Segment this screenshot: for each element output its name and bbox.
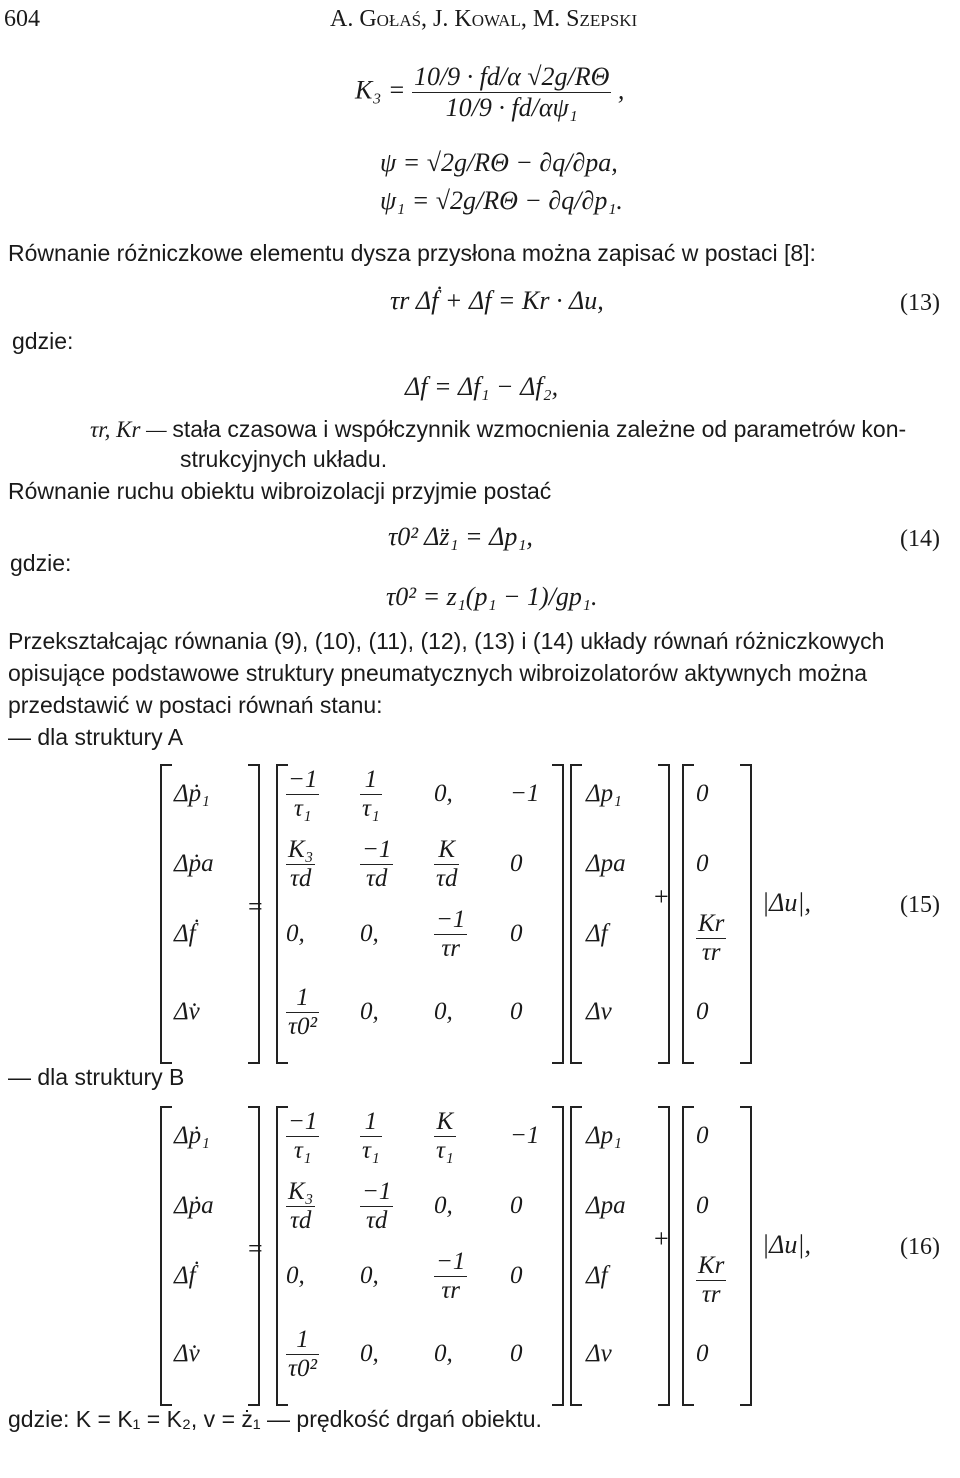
- paragraph-state-equations-line-1: Przekształcając równania (9), (10), (11), (12), (13) i (14) układy równań różniczkowych: [8, 628, 885, 654]
- state-entry: Δf: [586, 1262, 608, 1289]
- matB-input-vector-right-bracket: [740, 1106, 752, 1406]
- matrix-entry: [286, 766, 319, 823]
- lhs-entry: Δṗa: [174, 850, 214, 877]
- footer-definition: gdzie: K = K₁ = K₂, v = ż₁ — prędkość drgań obiektu.: [8, 1406, 542, 1432]
- input-entry: 0: [696, 1192, 709, 1219]
- paragraph-differential-equation: Równanie różniczkowe elementu dysza przysłona można zapisać w postaci [8]:: [8, 240, 816, 266]
- matrix-entry-numerator: 1: [364, 766, 378, 793]
- gdzie-label-2: gdzie:: [10, 550, 72, 576]
- matrix-entry: [286, 1178, 315, 1235]
- matrix-entry-numerator: K₃: [288, 1178, 314, 1205]
- matA-input-vector: [682, 764, 752, 1064]
- matrix-entry-numerator: K: [438, 836, 456, 863]
- state-entry: Δv: [586, 998, 612, 1025]
- definition-line-1: [90, 416, 906, 443]
- equation-k3-denominator: 10/9 · fd/αψ₁: [412, 92, 611, 123]
- input-entry: [696, 1252, 726, 1309]
- lhs-entry: Δṗ₁: [174, 780, 210, 807]
- input-entry-numerator: Kr: [698, 1252, 725, 1279]
- matA-state-vector-left-bracket: [570, 764, 582, 1064]
- matA-input-magnitude: |Δu|,: [762, 888, 812, 917]
- matrix-entry: 0,: [434, 998, 453, 1025]
- matrix-entry: [360, 836, 393, 893]
- matrix-entry: 0: [510, 1262, 523, 1289]
- equation-psi: ψ = √2g/RΘ − ∂q/∂pa,: [380, 148, 618, 177]
- matB-lhs-vector-left-bracket: [160, 1106, 172, 1406]
- definition-symbols: τr, Kr —: [90, 417, 167, 442]
- matB-equation-number: (16): [900, 1234, 940, 1260]
- paragraph-motion-equation: Równanie ruchu obiektu wibroizolacji przyjmie postać: [8, 478, 552, 504]
- matrix-entry: 0,: [360, 998, 379, 1025]
- matrix-entry: 0,: [434, 1340, 453, 1367]
- matrix-entry-numerator: 1: [296, 1326, 309, 1353]
- matrix-entry: [360, 766, 382, 823]
- matrix-entry: 0: [510, 920, 523, 947]
- matrix-entry-denominator: τd: [360, 1206, 393, 1235]
- matrix-entry-numerator: −1: [436, 906, 466, 933]
- equation-number-14: (14): [900, 526, 940, 552]
- matrix-entry: −1: [510, 780, 540, 807]
- lhs-entry: Δv̇: [174, 998, 200, 1025]
- matA-state-vector-right-bracket: [658, 764, 670, 1064]
- matA-input-vector-right-bracket: [740, 764, 752, 1064]
- page-number: 604: [4, 6, 40, 32]
- matA-lhs-vector-left-bracket: [160, 764, 172, 1064]
- input-entry-numerator: Kr: [698, 910, 725, 937]
- matB-input-vector: [682, 1106, 752, 1406]
- matB-state-vector: [570, 1106, 670, 1406]
- matrix-entry-denominator: τ₁: [286, 794, 319, 823]
- matrix-entry-denominator: τr: [434, 934, 467, 963]
- equation-k3-lhs: K₃ =: [355, 75, 406, 105]
- equation-k3-tail: ,: [617, 75, 625, 105]
- matrix-entry: [286, 984, 319, 1041]
- gdzie-label-1: gdzie:: [12, 328, 74, 354]
- matrix-entry-denominator: τr: [434, 1276, 467, 1305]
- matrix-entry: 0: [510, 998, 523, 1025]
- equation-psi1: ψ₁ = √2g/RΘ − ∂q/∂p₁.: [380, 186, 623, 215]
- structure-b-label: — dla struktury B: [8, 1064, 185, 1090]
- equation-delta-f: Δf = Δf₁ − Δf₂,: [405, 372, 559, 401]
- matrix-entry-denominator: τ₁: [362, 1137, 380, 1164]
- matrix-entry-numerator: −1: [362, 1178, 392, 1205]
- matrix-entry: [360, 1178, 393, 1235]
- input-entry: 0: [696, 1122, 709, 1149]
- equation-k3-numerator: 10/9 · fd/α √2g/RΘ: [413, 62, 610, 91]
- matA-lhs-vector: [160, 764, 260, 1064]
- equation-number-13: (13): [900, 290, 940, 316]
- matB-coefficient-matrix: [276, 1106, 564, 1406]
- matA-coefficient-matrix-right-bracket: [552, 764, 564, 1064]
- matrix-entry-denominator: τ₁: [286, 1136, 319, 1165]
- lhs-entry: Δṗ₁: [174, 1122, 210, 1149]
- matrix-entry: [434, 836, 459, 893]
- matrix-entry-denominator: τd: [436, 865, 458, 892]
- paragraph-state-equations-line-3: przedstawić w postaci równań stanu:: [8, 692, 383, 718]
- matB-plus-sign: +: [654, 1224, 669, 1253]
- state-entry: Δpa: [586, 850, 626, 877]
- matrix-entry: 0: [510, 1340, 523, 1367]
- equation-k3: [355, 62, 624, 123]
- matrix-entry: [286, 836, 315, 893]
- matrix-entry: 0,: [360, 1340, 379, 1367]
- matrix-entry: 0,: [286, 1262, 305, 1289]
- state-entry: Δpa: [586, 1192, 626, 1219]
- matrix-entry-numerator: −1: [362, 836, 392, 863]
- matrix-entry-denominator: τd: [286, 1206, 315, 1235]
- input-entry: 0: [696, 998, 709, 1025]
- matrix-entry: 0,: [434, 1192, 453, 1219]
- matB-equals-sign: =: [248, 1234, 263, 1263]
- matrix-entry: [434, 906, 467, 963]
- matA-state-vector: [570, 764, 670, 1064]
- matB-input-vector-left-bracket: [682, 1106, 694, 1406]
- state-entry: Δp₁: [586, 780, 622, 807]
- matA-equals-sign: =: [248, 892, 263, 921]
- matA-equation-number: (15): [900, 892, 940, 918]
- input-entry: [696, 910, 726, 967]
- matB-lhs-vector: [160, 1106, 260, 1406]
- matA-plus-sign: +: [654, 882, 669, 911]
- matrix-entry: [360, 1108, 382, 1165]
- matA-input-vector-left-bracket: [682, 764, 694, 1064]
- equation-tau0: τ0² = z₁(p₁ − 1)/gp₁.: [386, 582, 598, 611]
- matrix-entry: 0: [510, 850, 523, 877]
- definition-text: stała czasowa i współczynnik wzmocnienia zależne od parametrów kon-: [172, 416, 907, 442]
- definition-line-2: strukcyjnych układu.: [180, 446, 388, 472]
- input-entry: 0: [696, 1340, 709, 1367]
- lhs-entry: Δv̇: [174, 1340, 200, 1367]
- paragraph-state-equations-line-2: opisujące podstawowe struktury pneumatycznych wibroizolatorów aktywnych można: [8, 660, 868, 686]
- equation-14: τ0² Δz̈₁ = Δp₁,: [388, 522, 533, 551]
- matB-input-magnitude: |Δu|,: [762, 1230, 812, 1259]
- matrix-entry-numerator: −1: [288, 1108, 318, 1135]
- matrix-entry-denominator: τ₁: [362, 795, 380, 822]
- matB-state-vector-right-bracket: [658, 1106, 670, 1406]
- state-entry: Δp₁: [586, 1122, 622, 1149]
- lhs-entry: Δḟ: [174, 920, 196, 947]
- matrix-entry: 0,: [286, 920, 305, 947]
- matrix-entry-denominator: τd: [286, 864, 315, 893]
- running-header-authors: A. Gołaś, J. Kowal, M. Szepski: [330, 6, 638, 32]
- input-entry: 0: [696, 780, 709, 807]
- matB-coefficient-matrix-right-bracket: [552, 1106, 564, 1406]
- matrix-entry-numerator: −1: [436, 1248, 466, 1275]
- matrix-entry-denominator: τ0²: [288, 1355, 317, 1382]
- matA-coefficient-matrix: [276, 764, 564, 1064]
- lhs-entry: Δḟ: [174, 1262, 196, 1289]
- structure-a-label: — dla struktury A: [8, 724, 184, 750]
- equation-k3-fraction: [412, 62, 611, 123]
- equation-13: τr Δḟ + Δf = Kr · Δu,: [390, 286, 604, 315]
- input-entry-denominator: τr: [696, 938, 726, 967]
- matrix-entry: −1: [510, 1122, 540, 1149]
- matrix-entry-numerator: −1: [288, 766, 318, 793]
- input-entry-denominator: τr: [696, 1280, 726, 1309]
- input-entry: 0: [696, 850, 709, 877]
- matrix-entry-denominator: τ0²: [288, 1013, 317, 1040]
- matrix-entry-numerator: 1: [364, 1108, 378, 1135]
- matrix-entry: [286, 1326, 319, 1383]
- matrix-entry-denominator: τd: [360, 864, 393, 893]
- matrix-entry: 0,: [434, 780, 453, 807]
- matrix-entry: [434, 1108, 456, 1165]
- matrix-entry-numerator: K: [436, 1108, 454, 1135]
- matrix-entry: [434, 1248, 467, 1305]
- matB-state-vector-left-bracket: [570, 1106, 582, 1406]
- matrix-entry-numerator: K₃: [288, 836, 314, 863]
- matrix-entry: [286, 1108, 319, 1165]
- matrix-entry-denominator: τ₁: [436, 1137, 454, 1164]
- matrix-entry-numerator: 1: [296, 984, 309, 1011]
- state-entry: Δf: [586, 920, 608, 947]
- lhs-entry: Δṗa: [174, 1192, 214, 1219]
- matrix-entry: 0,: [360, 1262, 379, 1289]
- matrix-entry: 0: [510, 1192, 523, 1219]
- state-entry: Δv: [586, 1340, 612, 1367]
- matrix-entry: 0,: [360, 920, 379, 947]
